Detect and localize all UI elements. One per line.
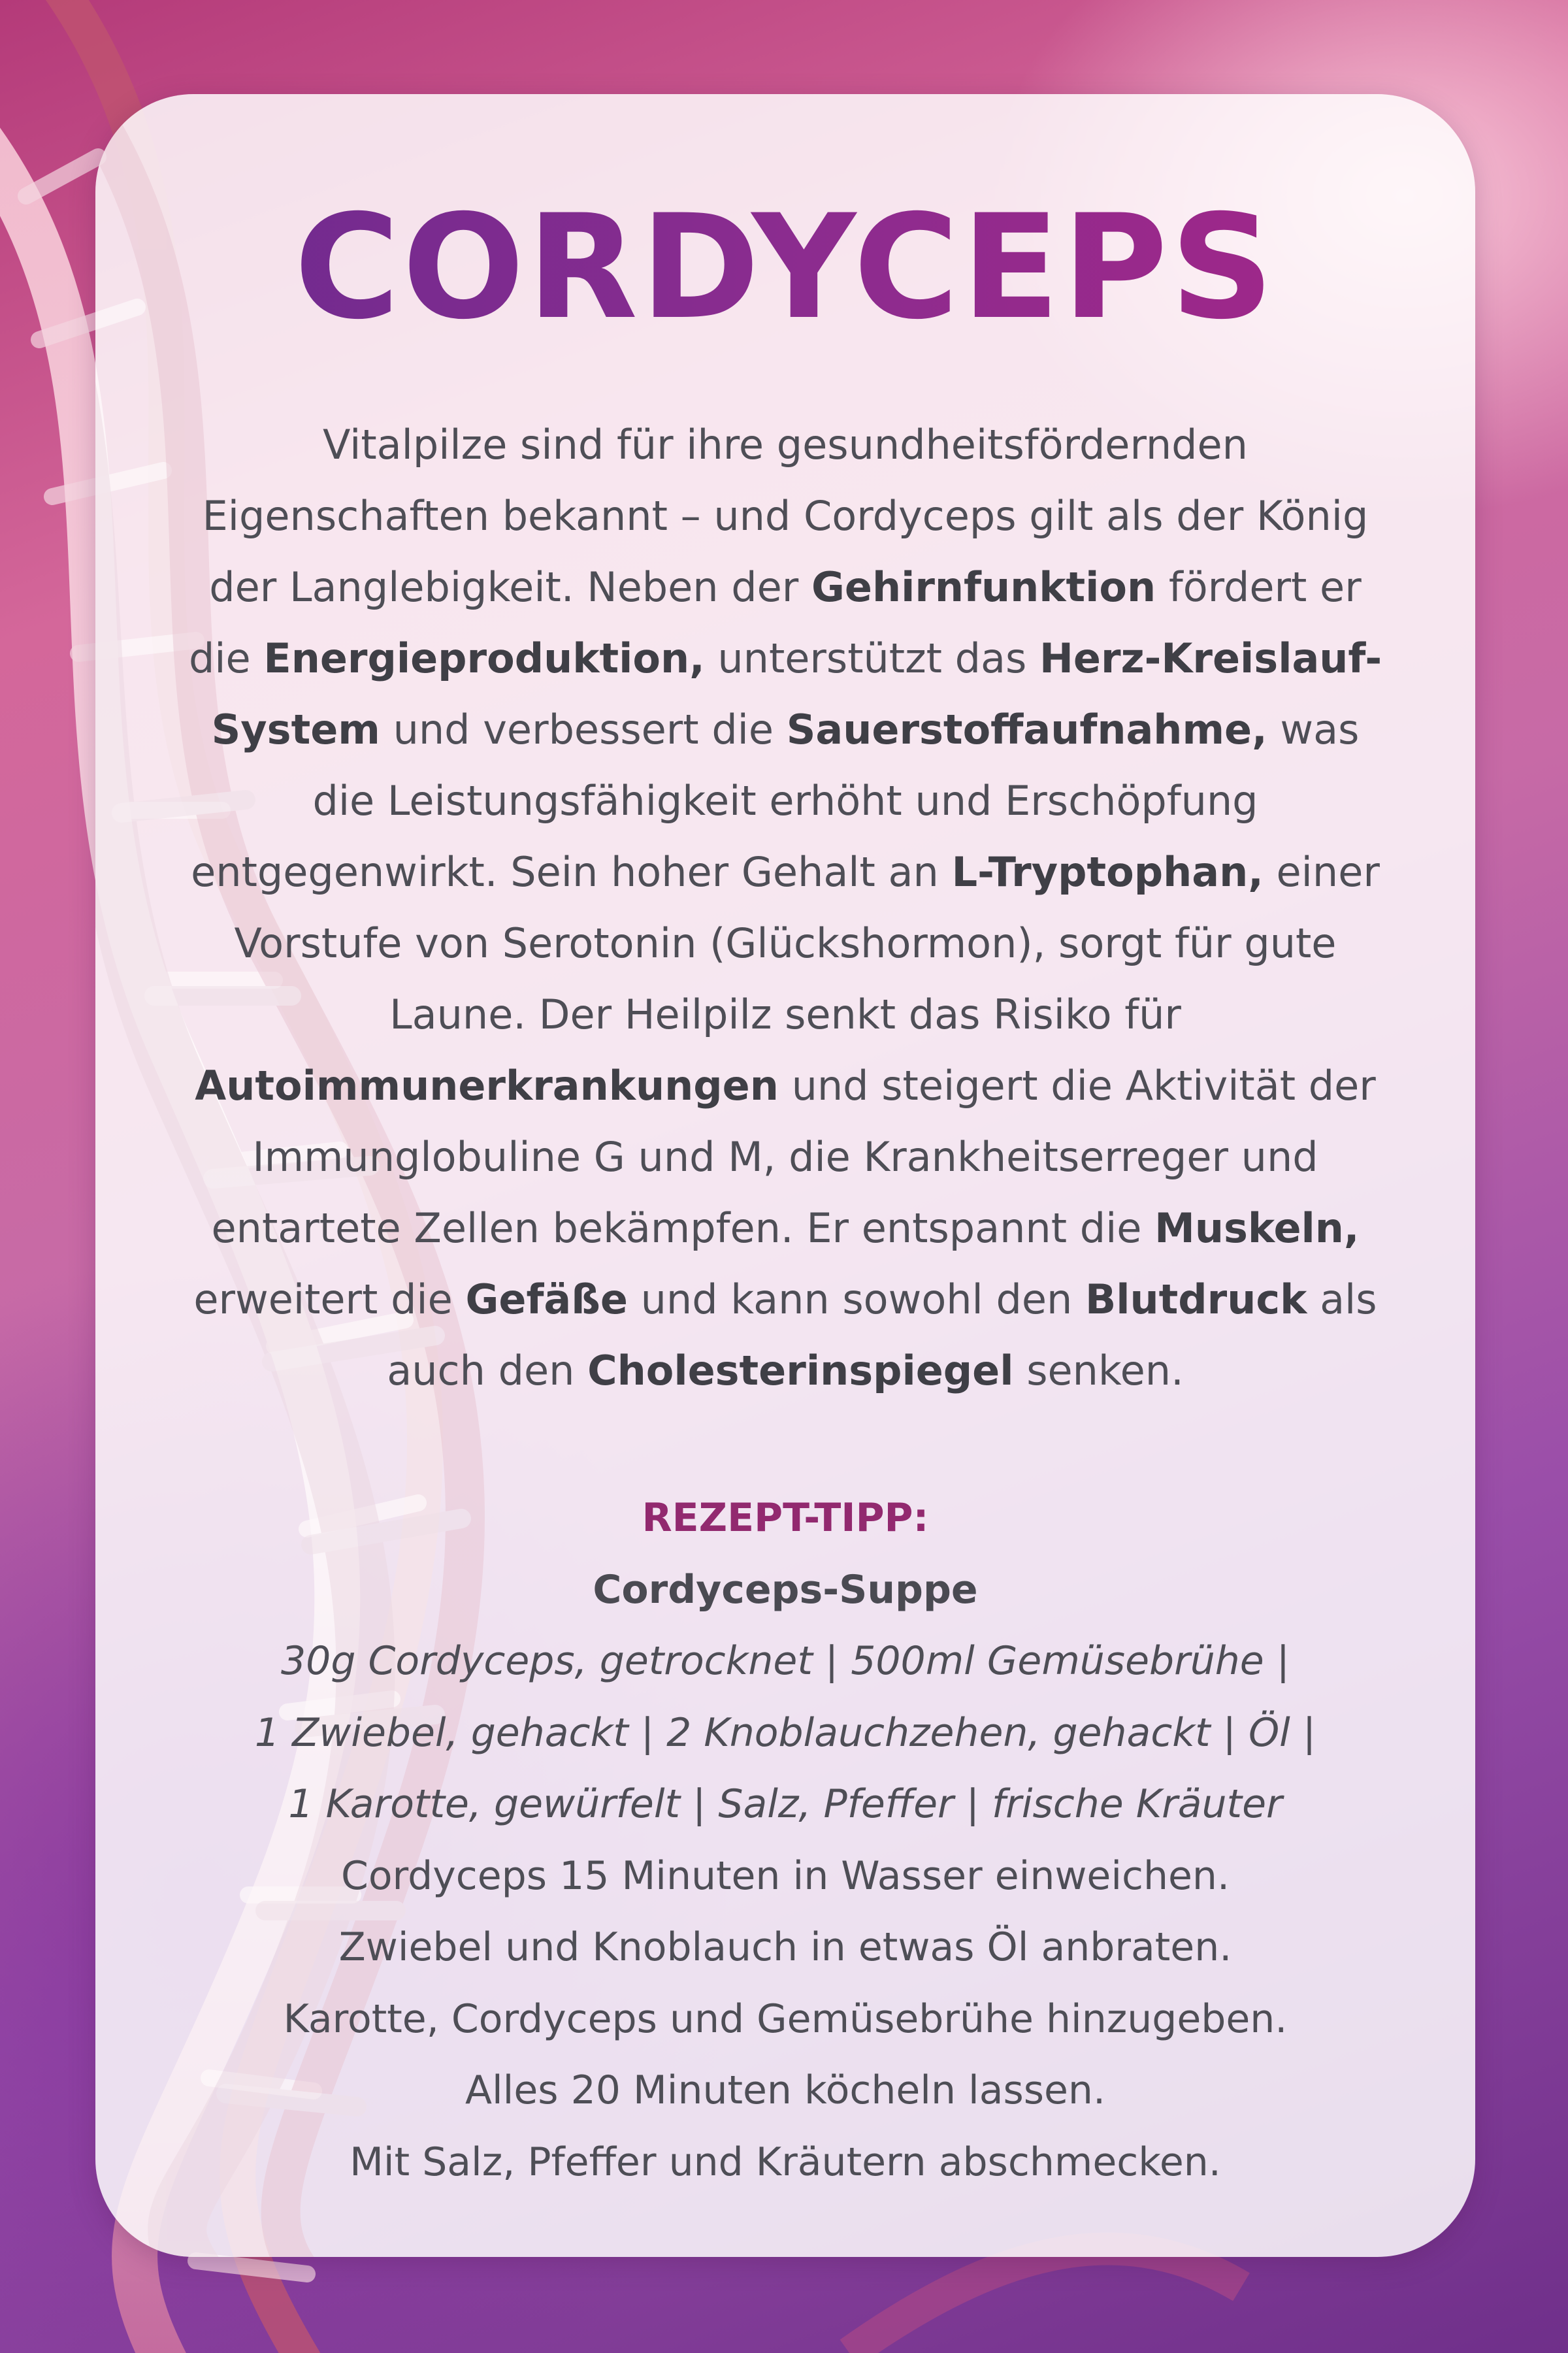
- description-text: Vitalpilze sind für ihre gesundheitsfördernden Eigenschaften bekannt – und Cordyceps gilt als der König der Langlebigkeit. Neben der Gehirnfunktion fördert er die Energieproduktion, unterstützt das Herz-Kreislauf-System und verbessert die Sauerstoffaufnahme, was die Leistungsfähigkeit erhöht und Erschöpfung entgegenwirkt. Sein hoher Gehalt an L-Tryptophan, einer Vorstufe von Serotonin (Glückshormon), sorgt für gute Laune. Der Heilpilz senkt das Risiko für Autoimmunerkrankungen und steigert die Aktivität der Immunglobuline G und M, die Krankheitserreger und entartete Zellen bekämpfen. Er entspannt die Muskeln, erweitert die Gefäße und kann sowohl den Blutdruck als auch den Cholesterinspiegel senken.: [188, 421, 1382, 1394]
- info-card: [95, 94, 1475, 2257]
- keyword-blutdruck: Blutdruck: [1085, 1275, 1307, 1323]
- ingredient-line: 1 Karotte, gewürfelt | Salz, Pfeffer | frische Kräuter: [288, 1781, 1282, 1827]
- keyword-gehirnfunktion: Gehirnfunktion: [811, 563, 1156, 611]
- recipe-step: Zwiebel und Knoblauch in etwas Öl anbraten.: [338, 1924, 1232, 1970]
- keyword-energieproduktion: Energieproduktion,: [263, 634, 705, 682]
- recipe-section: [148, 1483, 1423, 2198]
- keyword-herz-kreislauf: Herz-Kreislauf-System: [211, 634, 1382, 753]
- ingredient-line: 1 Zwiebel, gehackt | 2 Knoblauchzehen, gehackt | Öl |: [254, 1709, 1316, 1756]
- recipe-name: Cordyceps-Suppe: [593, 1566, 978, 1613]
- recipe-step: Cordyceps 15 Minuten in Wasser einweichen.: [340, 1852, 1230, 1899]
- keyword-autoimmunerkrankungen: Autoimmunerkrankungen: [195, 1062, 779, 1110]
- keyword-gefaesse: Gefäße: [465, 1275, 628, 1323]
- page-title: CORDYCEPS: [95, 186, 1475, 349]
- keyword-l-tryptophan: L-Tryptophan,: [951, 848, 1264, 896]
- recipe-heading: REZEPT-TIPP:: [642, 1495, 929, 1541]
- recipe-step: Karotte, Cordyceps und Gemüsebrühe hinzugeben.: [283, 1996, 1288, 2042]
- recipe-step: Mit Salz, Pfeffer und Kräutern abschmecken.: [350, 2139, 1221, 2185]
- keyword-sauerstoffaufnahme: Sauerstoffaufnahme,: [786, 706, 1267, 753]
- keyword-cholesterinspiegel: Cholesterinspiegel: [587, 1347, 1014, 1394]
- ingredient-line: 30g Cordyceps, getrocknet | 500ml Gemüsebrühe |: [280, 1638, 1290, 1684]
- recipe-step: Alles 20 Minuten köcheln lassen.: [465, 2067, 1106, 2113]
- keyword-muskeln: Muskeln,: [1154, 1204, 1360, 1252]
